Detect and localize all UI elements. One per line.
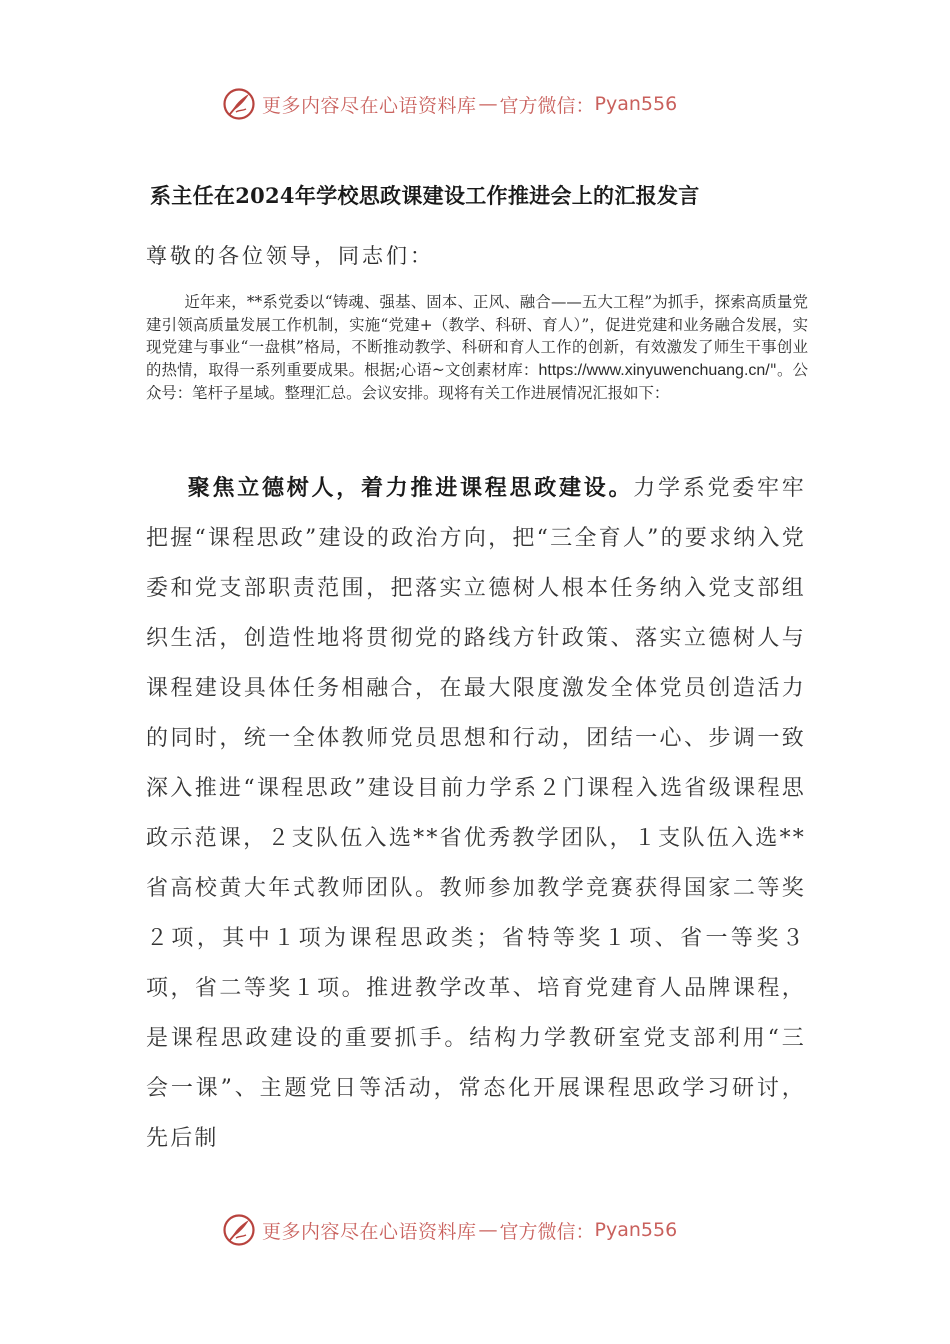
intro-text-continued: "。公众号：笔杆子星域。整理汇总。会议安排。现将有关工作进展情况汇报如下： (146, 360, 808, 403)
intro-text: 近年来，**系党委以“铸魂、强基、固本、正风、融合——五大工程”为抓手，探索高质量党建引领高质量发展工作机制，实施“党建+（教学、科研、育人）”，促进党建和业务融合发展，实现党建与事业“一盘棋”格局，不断推动教学、科研和育人工作的创新，有效激发了师生干事创业的热情，取得一系列重要成果。根据;心语~文创素材库： (146, 293, 808, 379)
watermark-banner-bottom (222, 1212, 677, 1248)
intro-url: https://www.xinyuwenchuang.cn/ (538, 361, 770, 379)
salutation: 尊敬的各位领导，同志们： (146, 244, 434, 268)
body-paragraph (146, 463, 806, 1164)
section-heading: 聚焦立德树人，着力推进课程思政建设。 (187, 475, 634, 501)
watermark-banner-top (222, 86, 677, 122)
watermark-wechat-id: Pyan556 (594, 1219, 678, 1241)
watermark-dash: — (478, 93, 498, 115)
watermark-official-label: 官方微信： (499, 94, 595, 117)
watermark-wechat-id: Pyan556 (594, 93, 678, 115)
quill-logo-icon (222, 1213, 256, 1247)
document-title: 系主任在2024年学校思政课建设工作推进会上的汇报发言 (150, 183, 700, 208)
quill-logo-icon (222, 87, 256, 121)
intro-paragraph (146, 291, 808, 405)
watermark-brand: 更多内容尽在心语资料库 (262, 94, 477, 117)
watermark-brand: 更多内容尽在心语资料库 (262, 1220, 477, 1243)
watermark-official-label: 官方微信： (499, 1220, 595, 1243)
section-text: 力学系党委牢牢把握“课程思政”建设的政治方向，把“三全育人”的要求纳入党委和党支部职责范围，把落实立德树人根本任务纳入党支部组织生活，创造性地将贯彻党的路线方针政策、落实立德树人与课程建设具体任务相融合，在最大限度激发全体党员创造活力的同时，统一全体教师党员思想和行动，团结一心、步调一致深入推进“课程思政”建设目前力学系２门课程入选省级课程思政示范课，２支队伍入选**省优秀教学团队，１支队伍入选**省高校黄大年式教师团队。教师参加教学竞赛获得国家二等奖２项，其中１项为课程思政类；省特等奖１项、省一等奖３项，省二等奖１项。推进教学改革、培育党建育人品牌课程，是课程思政建设的重要抓手。结构力学教研室党支部利用“三会一课”、主题党日等活动，常态化开展课程思政学习研讨，先后制 (146, 476, 806, 1151)
watermark-dash: — (478, 1219, 498, 1241)
